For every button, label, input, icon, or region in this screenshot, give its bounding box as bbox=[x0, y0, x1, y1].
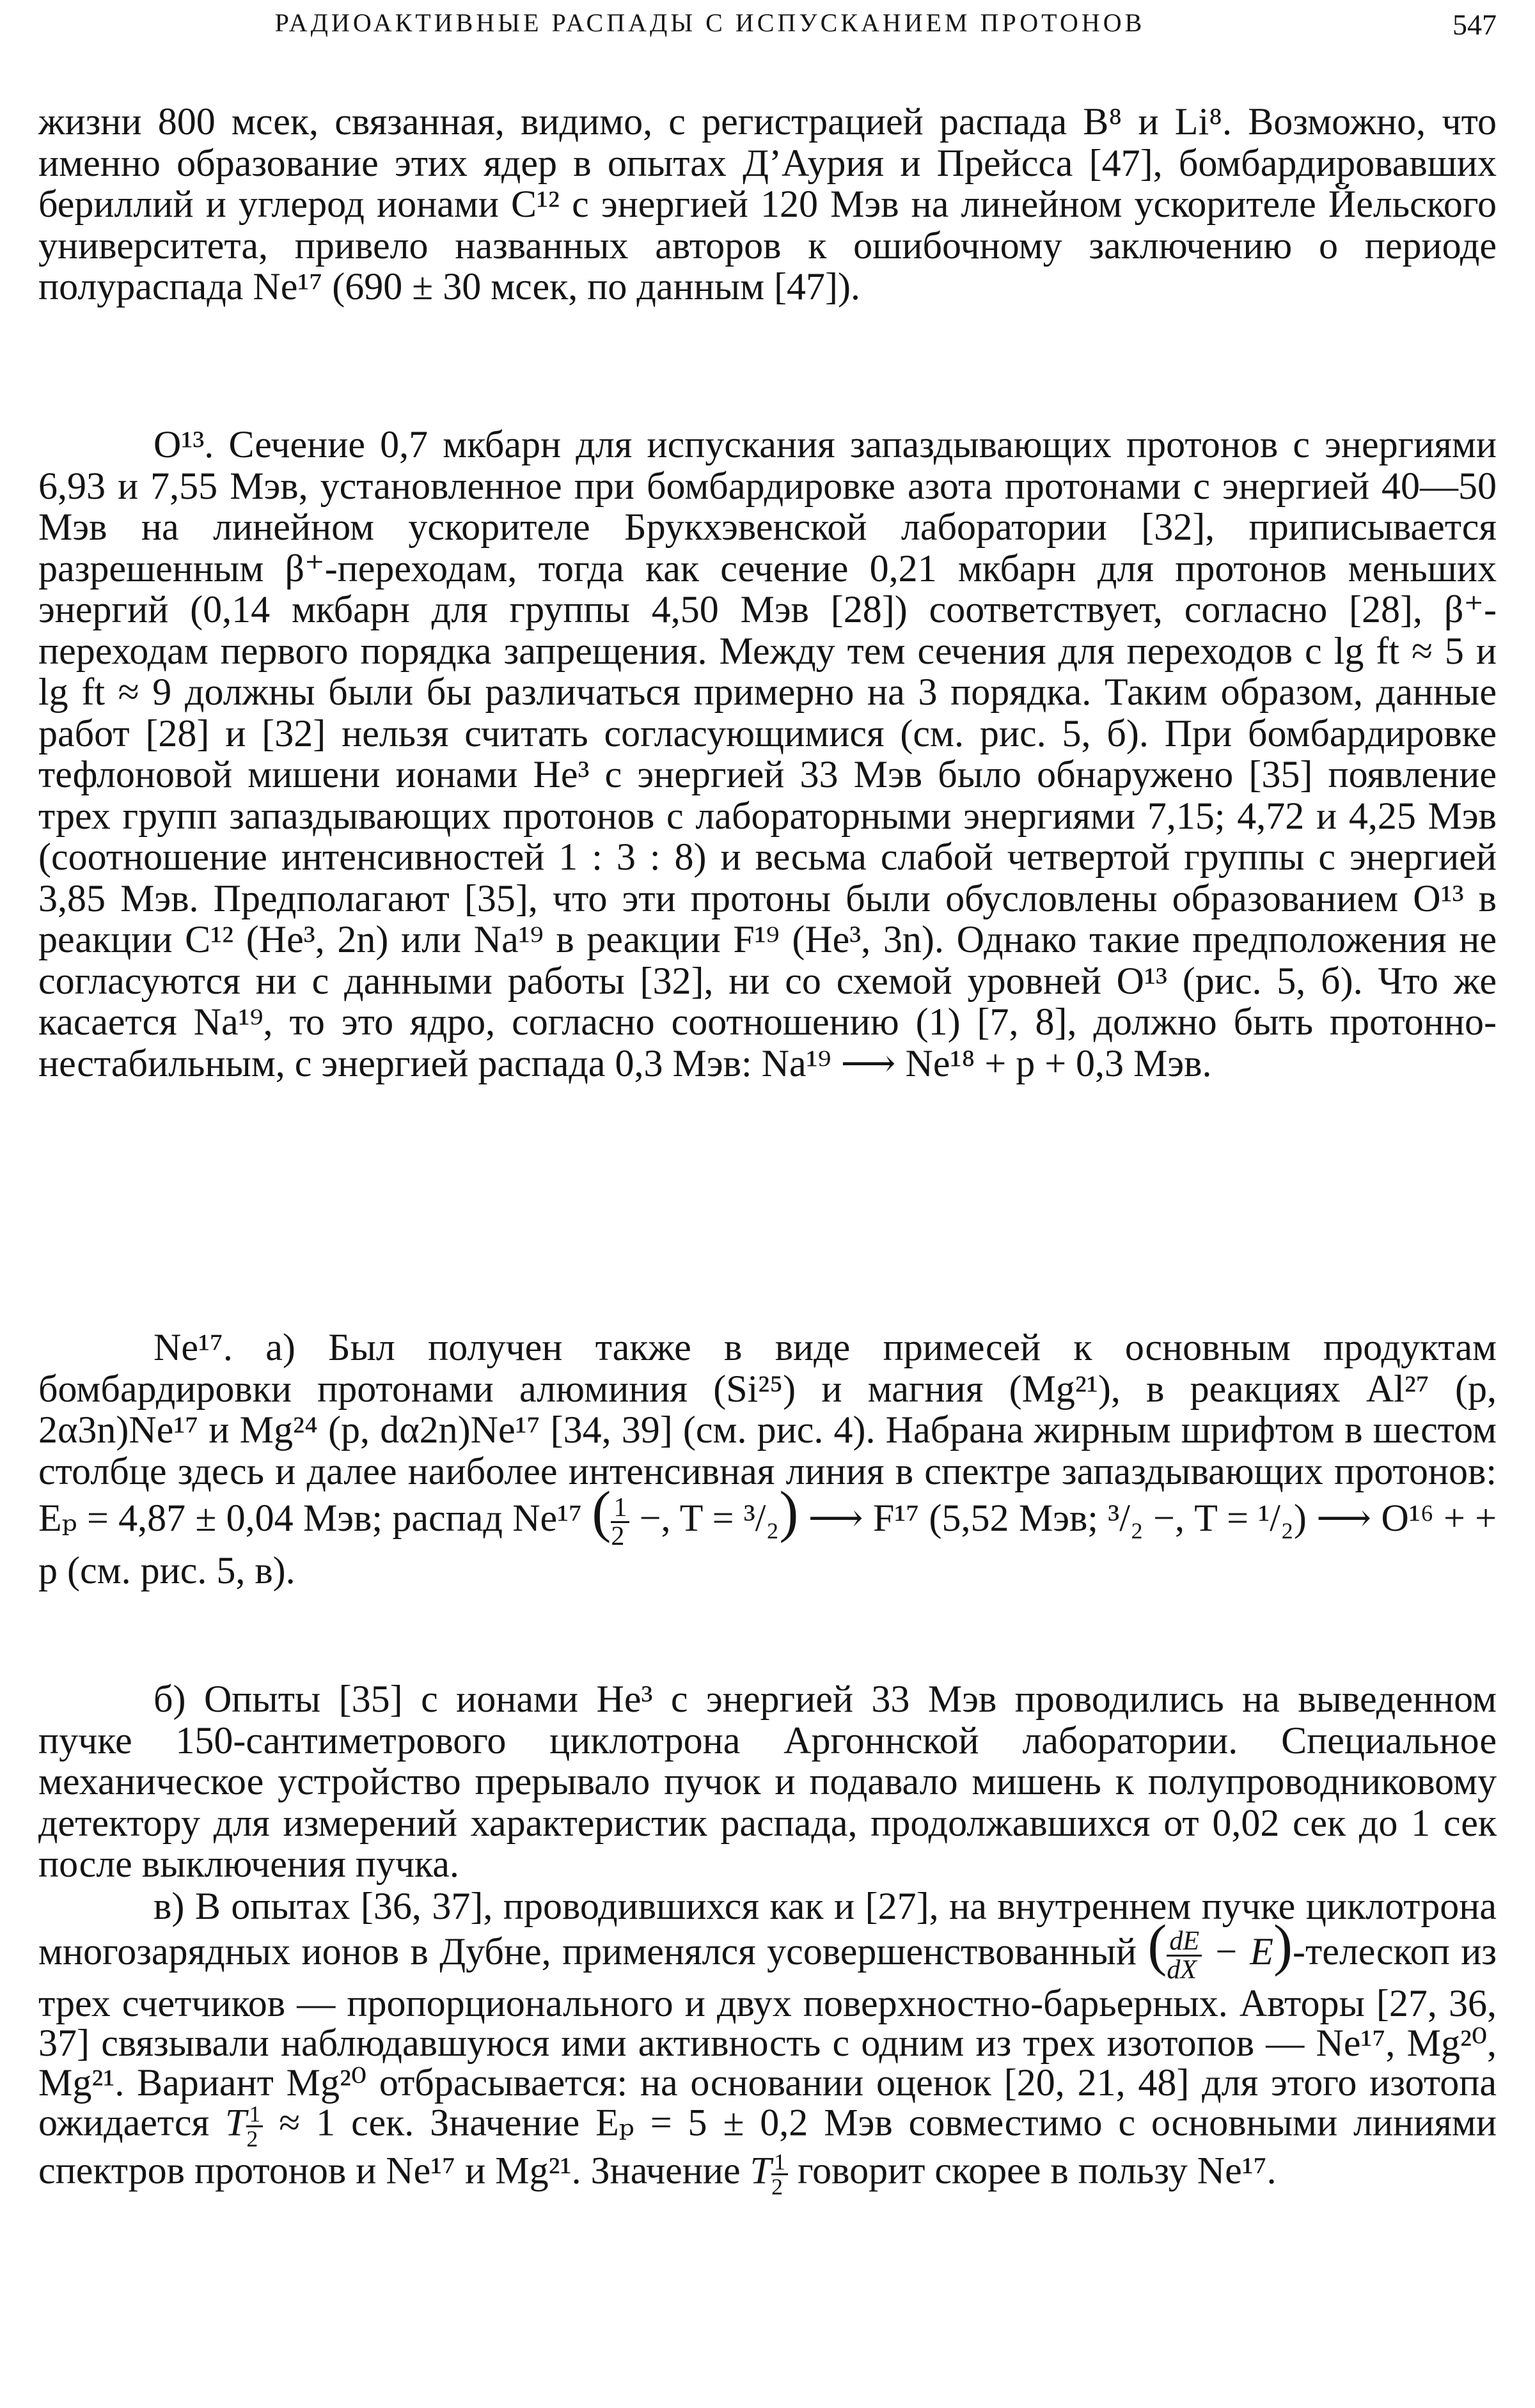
spin-isospin: −, T = ³/₂ bbox=[639, 1497, 780, 1539]
half-life-symbol-2 bbox=[750, 2150, 788, 2198]
paragraph-ne17-a bbox=[38, 1327, 1497, 1591]
half-numerator: 1 bbox=[246, 2102, 263, 2127]
ne17-v-mid: -телескоп из трех счетчиков — пропорционального и двух поверхностно-барьерных. Авторы [27, 36, 37] связывали наблюдавшуюся ими активность с одним из трех изотопов — Ne¹⁷, Mg²⁰, Mg²¹. Вариант Mg²⁰ отбрасывается: на основании оценок [20, 21, 48] для этого изотопа ожидается bbox=[38, 1930, 1497, 2143]
ne17-v-mid2: ≈ 1 сек. Значение Eₚ = 5 ± 0,2 Мэв совместимо с основными линиями спектров протонов и Ne¹⁷ и Mg²¹. Значение bbox=[38, 2101, 1497, 2191]
fraction-denominator: 2 bbox=[611, 1521, 625, 1551]
fraction-numerator: 1 bbox=[611, 1494, 629, 1523]
running-header bbox=[38, 8, 1497, 46]
half-numerator-2: 1 bbox=[771, 2150, 788, 2175]
paragraph-continuation: жизни 800 мсек, связанная, видимо, с регистрацией распада B⁸ и Li⁸. Возможно, что именно образование этих ядер в опытах Д’Аурия и Прейсса [47], бомбардировавших бериллий и углерод ионами C¹² с энергией 120 Мэв на линейном ускорителе Йельского университета, привело названных авторов к ошибочному заключению о периоде полураспада Ne¹⁷ (690 ± 30 мсек, по данным [47]). bbox=[38, 100, 1497, 308]
fraction-numerator-de: dE bbox=[1167, 1928, 1202, 1957]
half-subscript-2 bbox=[771, 2150, 788, 2198]
page-number: 547 bbox=[1452, 8, 1497, 41]
ne17-a-tail: ⟶ F¹⁷ (5,52 Мэв; ³/₂ −, T = ¹/₂) ⟶ O¹⁶ + + p (см. рис. 5, в). bbox=[38, 1497, 1497, 1591]
ne17-v-lead: в) В опытах [36, 37], проводившихся как и [27], на внутреннем пучке циклотрона многозарядных ионов в Дубне, применялся усовершенствованный bbox=[38, 1885, 1497, 1973]
fraction-one-half bbox=[611, 1494, 629, 1550]
minus-e: − E bbox=[1213, 1930, 1274, 1973]
half-denominator-2: 2 bbox=[771, 2173, 783, 2200]
half-life-symbol bbox=[225, 2102, 263, 2150]
running-title: РАДИОАКТИВНЫЕ РАСПАДЫ С ИСПУСКАНИЕМ ПРОТОНОВ bbox=[274, 8, 1145, 37]
telescope-close-paren: ) bbox=[1273, 1914, 1293, 1977]
telescope-open-paren: ( bbox=[1147, 1914, 1167, 1977]
fraction-denominator-dx: dX bbox=[1167, 1955, 1197, 1985]
ne17-v-tail: говорит скорее в пользу Ne¹⁷. bbox=[798, 2149, 1277, 2191]
fraction-de-dx bbox=[1167, 1928, 1202, 1983]
t-letter-2: T bbox=[750, 2149, 772, 2191]
half-denominator: 2 bbox=[246, 2125, 258, 2152]
paragraph-ne17-v bbox=[38, 1886, 1497, 2198]
ne17-a-lead: Ne¹⁷. а) Был получен также в виде примесей к основным продуктам бомбардировки протонами алюминия (Si²⁵) и магния (Mg²¹), в реакциях Al²⁷ (p, 2α3n)Ne¹⁷ и Mg²⁴ (p, dα2n)Ne¹⁷ [34, 39] (см. рис. 4). Набрана жирным шрифтом в шестом столбце здесь и далее наиболее интенсивная линия в спектре запаздывающих протонов: Eₚ = 4,87 ± 0,04 Мэв; распад Ne¹⁷ bbox=[38, 1326, 1497, 1539]
close-paren: ) bbox=[779, 1480, 799, 1544]
open-paren: ( bbox=[592, 1480, 611, 1544]
paragraph-ne17-b: б) Опыты [35] с ионами He³ с энергией 33 Мэв проводились на выведенном пучке 150-сантиметрового циклотрона Аргоннской лаборатории. Специальное механическое устройство прерывало пучок и подавало мишень к полупроводниковому детектору для измерений характеристик распада, продолжавшихся от 0,02 сек до 1 сек после выключения пучка. bbox=[38, 1678, 1497, 1885]
half-subscript bbox=[246, 2102, 263, 2150]
t-letter: T bbox=[224, 2101, 247, 2143]
paragraph-o13: O¹³. Сечение 0,7 мкбарн для испускания запаздывающих протонов с энергиями 6,93 и 7,55 Мэв, установленное при бомбардировке азота протонами с энергией 40—50 Мэв на линейном ускорителе Брукхэвенской лаборатории [32], приписывается разрешенным β⁺-переходам, тогда как сечение 0,21 мкбарн для протонов меньших энергий (0,14 мкбарн для группы 4,50 Мэв [28]) соответствует, согласно [28], β⁺-переходам первого порядка запрещения. Между тем сечения для переходов с lg ft ≈ 5 и lg ft ≈ 9 должны были бы различаться примерно на 3 порядка. Таким образом, данные работ [28] и [32] нельзя считать согласующимися (см. рис. 5, б). При бомбардировке тефлоновой мишени ионами He³ с энергией 33 Мэв было обнаружено [35] появление трех групп запаздывающих протонов с лабораторными энергиями 7,15; 4,72 и 4,25 Мэв (соотношение интенсивностей 1 : 3 : 8) и весьма слабой четвертой группы с энергией 3,85 Мэв. Предполагают [35], что эти протоны были обусловлены образованием O¹³ в реакции C¹² (He³, 2n) или Na¹⁹ в реакции F¹⁹ (He³, 3n). Однако такие предположения не согласуются ни с данными работы [32], ни со схемой уровней O¹³ (рис. 5, б). Что же касается Na¹⁹, то это ядро, согласно соотношению (1) [7, 8], должно быть протонно-нестабильным, с энергией распада 0,3 Мэв: Na¹⁹ ⟶ Ne¹⁸ + p + 0,3 Мэв. bbox=[38, 423, 1497, 1084]
